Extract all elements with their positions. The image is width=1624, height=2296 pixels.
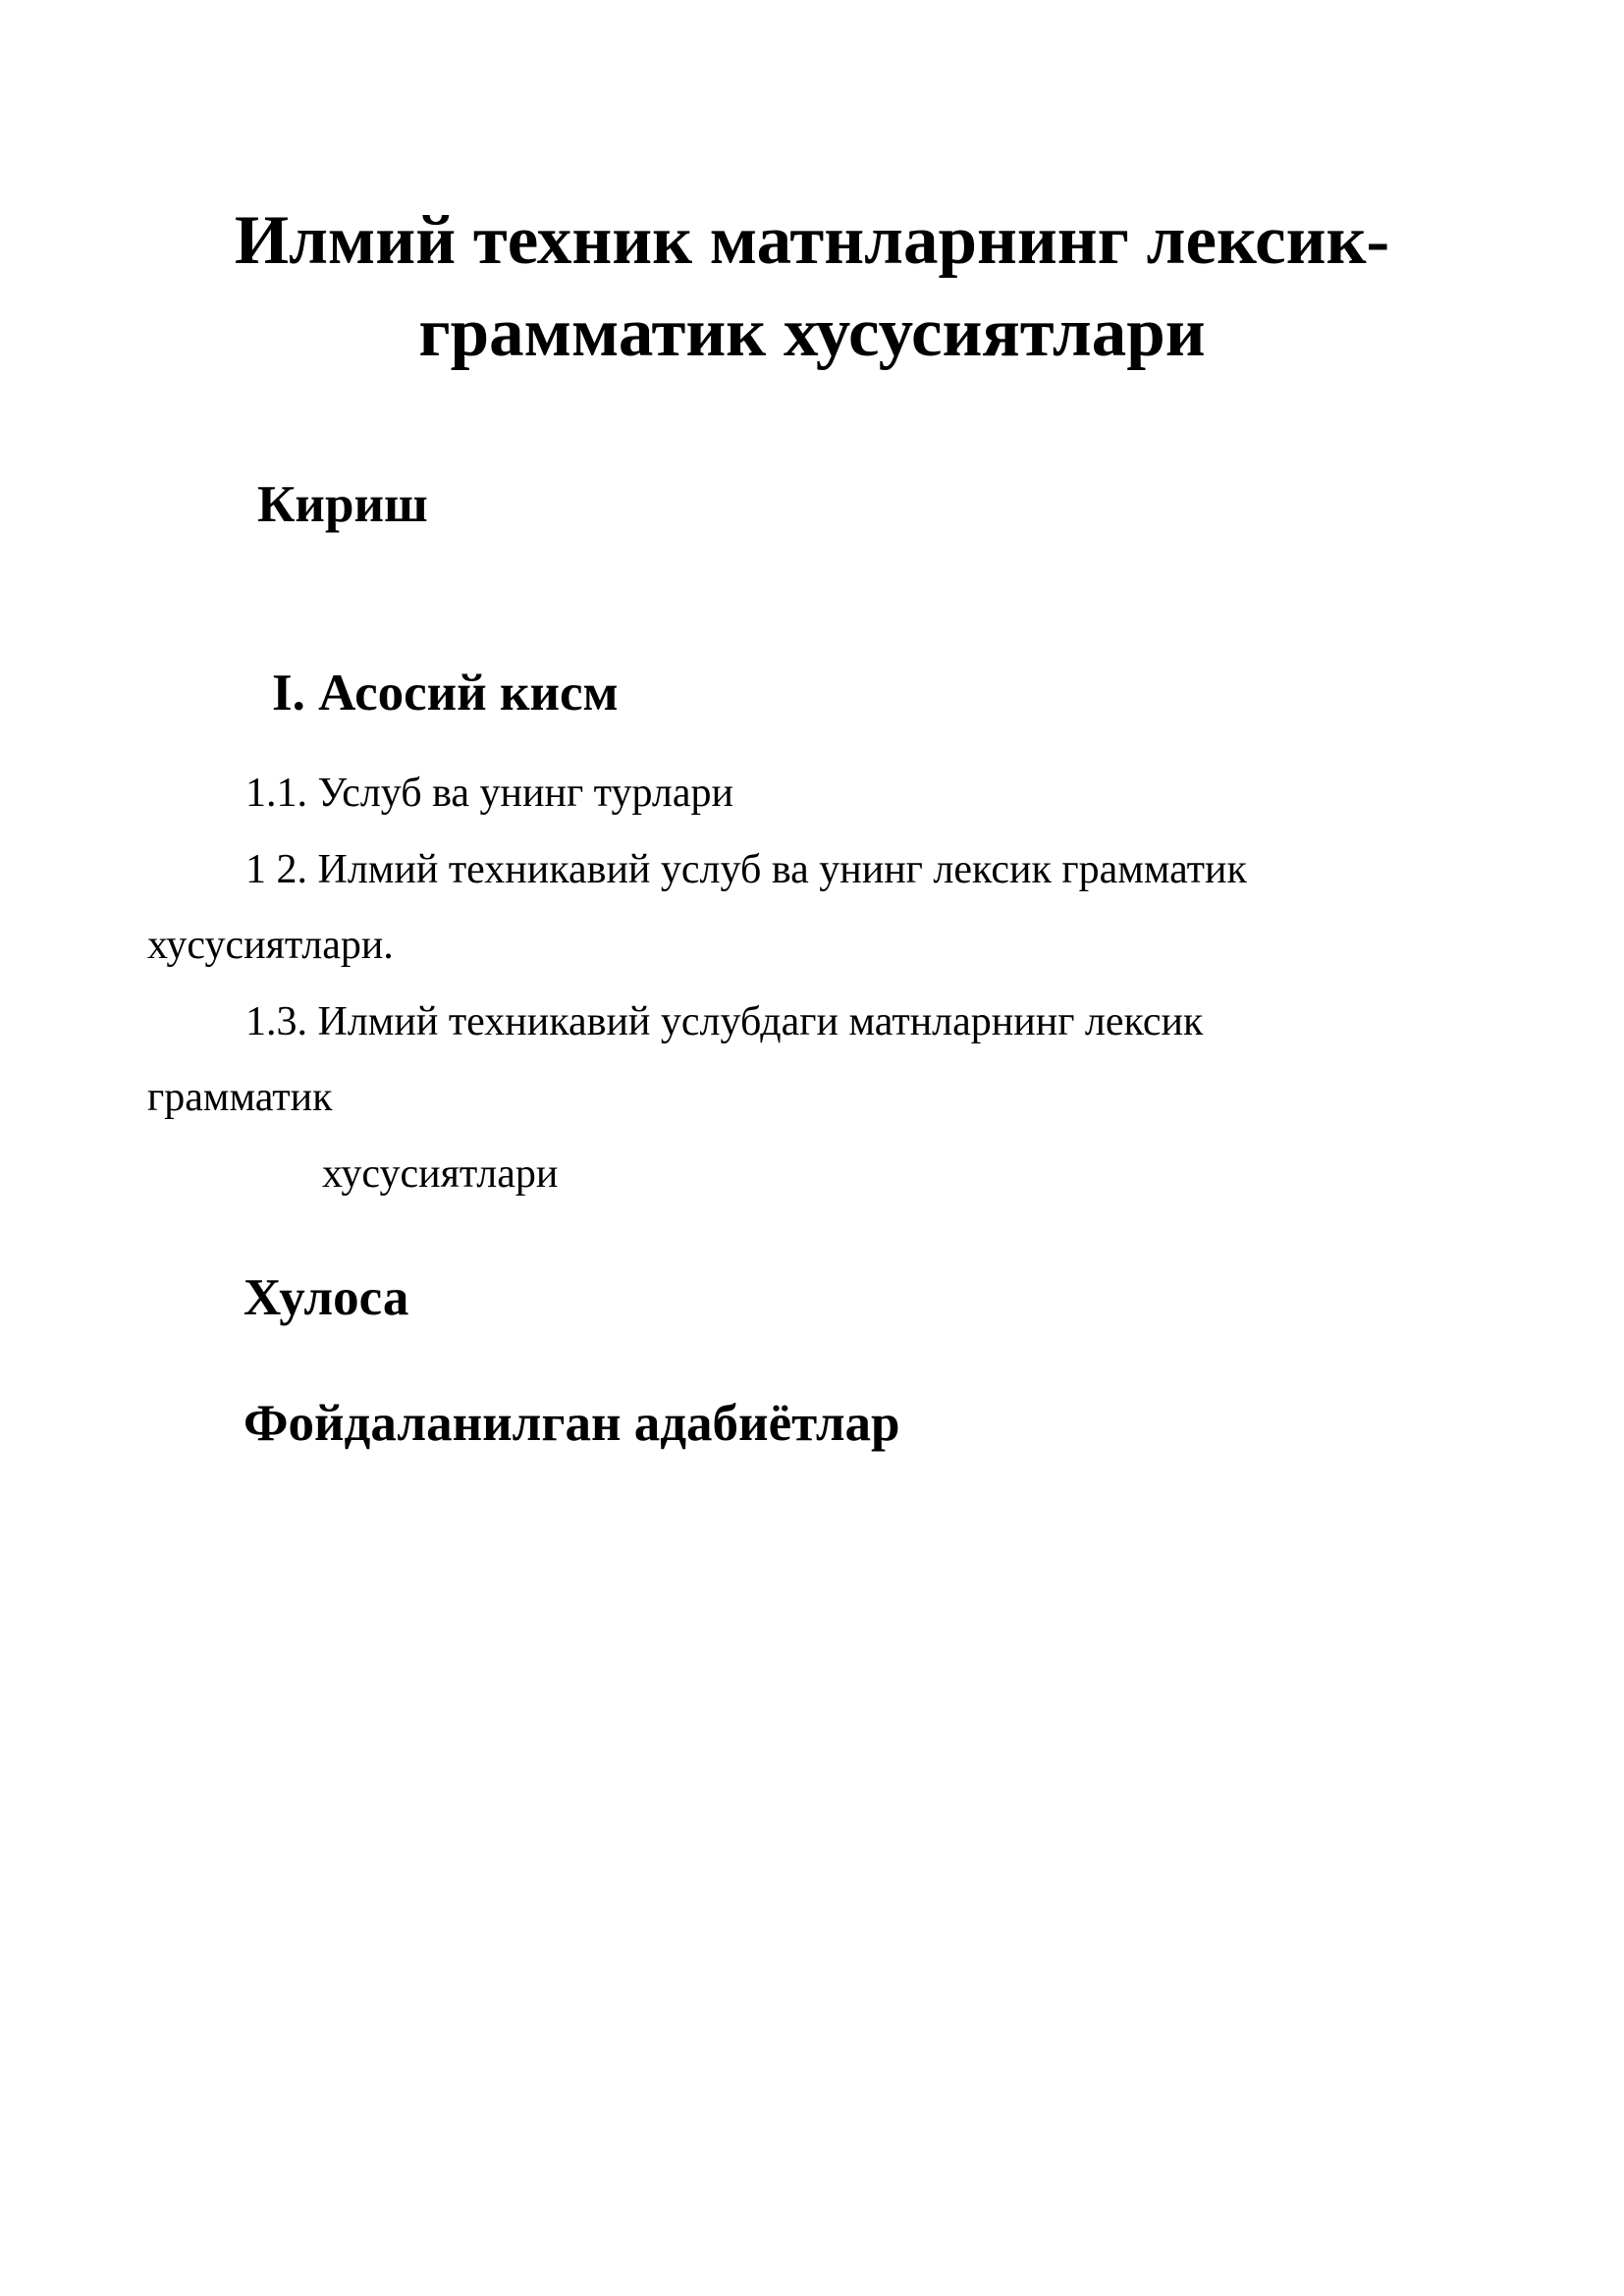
title-line-1: Илмий техник матнларнинг лексик- — [234, 202, 1390, 279]
title-line-2: грамматик хусусиятлари — [418, 294, 1206, 371]
toc-item-1-3: 1.3. Илмий техникавий услубдаги матнларнинг лексик — [245, 999, 1204, 1044]
heading-intro: Кириш — [257, 476, 428, 533]
toc-item-1-3-continued: грамматик — [147, 1075, 333, 1120]
document-title — [147, 194, 1477, 379]
heading-main-part: I. Асосий кисм — [272, 665, 619, 721]
toc-item-1-3-continued-2: хусусиятлари — [322, 1151, 559, 1197]
toc-item-1-2: 1 2. Илмий техникавий услуб ва унинг лексик грамматик — [245, 847, 1247, 892]
toc-item-1-1: 1.1. Услуб ва унинг турлари — [245, 771, 734, 816]
heading-conclusion: Хулоса — [244, 1269, 409, 1326]
toc-item-1-2-continued: хусусиятлари. — [147, 923, 394, 968]
heading-references: Фойдаланилган адабиётлар — [244, 1395, 900, 1452]
